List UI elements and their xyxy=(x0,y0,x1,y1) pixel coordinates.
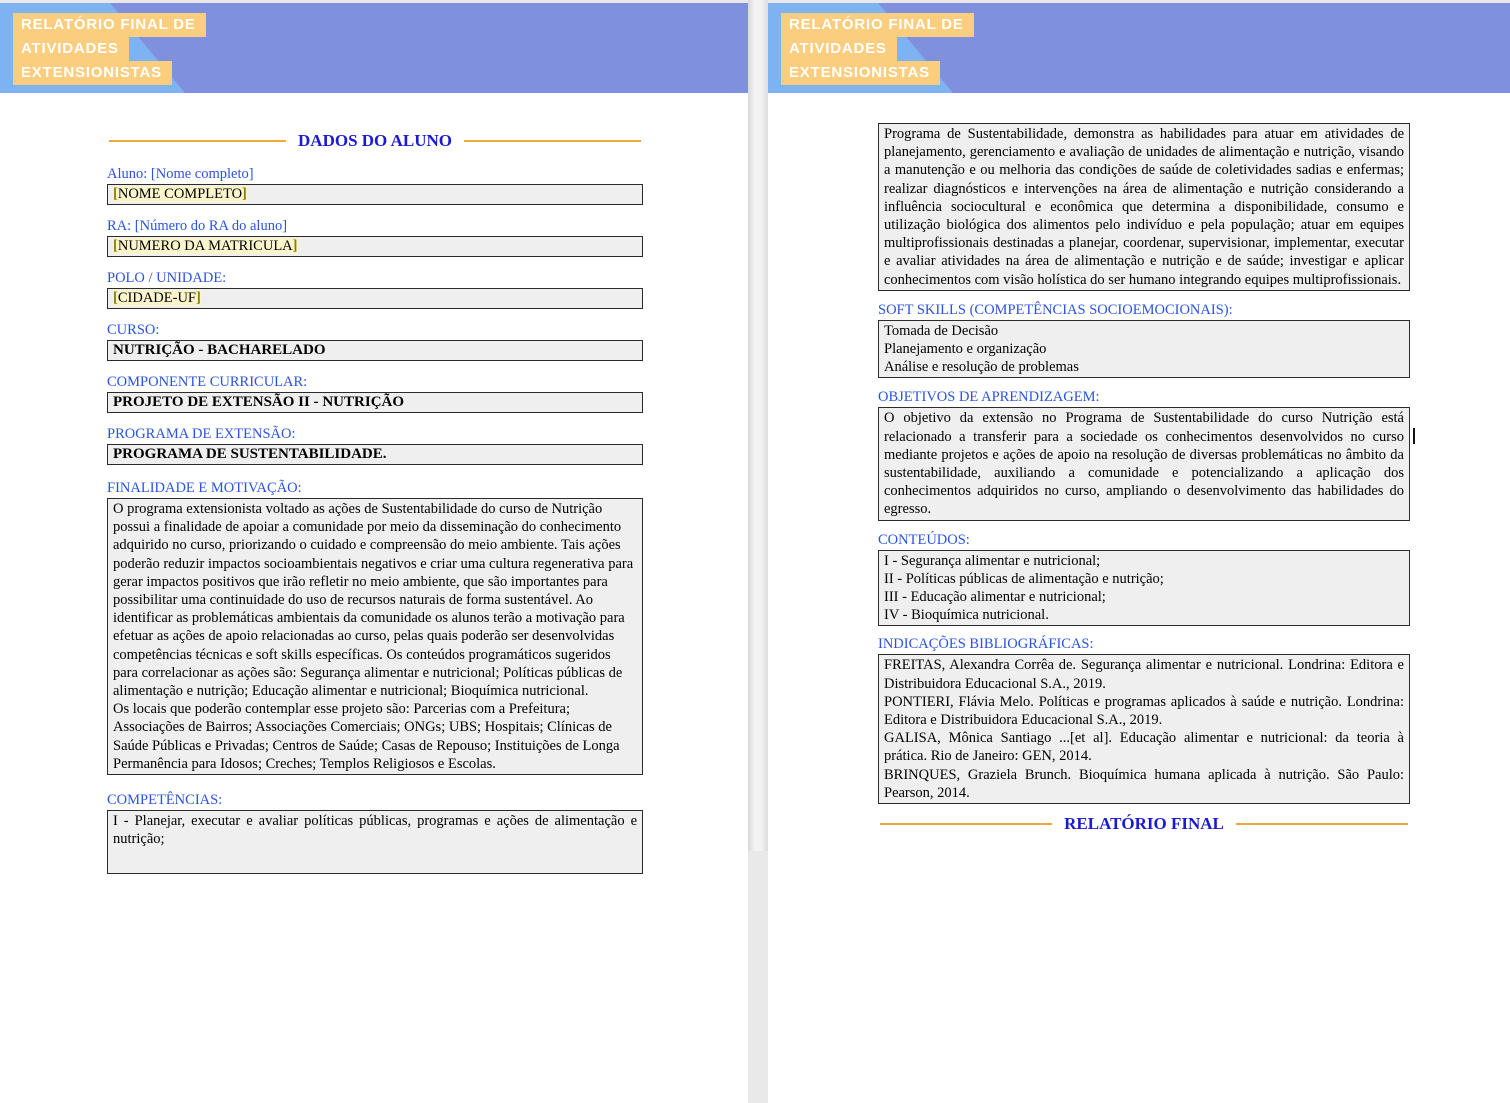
soft-skill-item: Planejamento e organização xyxy=(884,341,1047,358)
form-field-value-polo-unidade[interactable]: [ CIDADE-UF ] xyxy=(113,290,201,306)
finalidade-paragraph-1: O programa extensionista voltado as ações de Sustentabilidade do curso de Nutrição possui a finalidade de apoiar a comunidade por meio da disseminação do conhecimento adquirido no curso, priorizando o cuidado e compreensão do meio ambiente. Tais ações poderão reduzir impactos socioambientais negativos e criar uma cultura regenerativa para gerar impactos positivos que irão refletir no meio ambiente, que são importantes para possibilitar uma continuidade do uso de recursos naturais de forma sustentável. Ao identificar as problemáticas ambientais da comunidade os alunos terão a motivação para efetuar as ações de apoio relacionadas ao curso, pelas quais poderão ser desenvolvidas competências técnicas e soft skills específicas. Os conteúdos programáticos sugeridos para correlacionar as ações são: Segurança alimentar e nutricional; Políticas públicas de alimentação e nutrição; Educação alimentar e nutricional; Bioquímica nutricional. xyxy=(113,501,634,700)
field-box-programa-extensao[interactable]: PROGRAMA DE SUSTENTABILIDADE. xyxy=(107,444,643,465)
soft-skill-item: Análise e resolução de problemas xyxy=(884,359,1079,376)
text-cursor xyxy=(1413,428,1415,444)
conteudo-item: II - Políticas públicas de alimentação e nutrição; xyxy=(884,570,1164,587)
field-label-soft-skills: SOFT SKILLS (COMPETÊNCIAS SOCIOEMOCIONAIS): xyxy=(878,301,1233,318)
field-label-bibliografia: INDICAÇÕES BIBLIOGRÁFICAS: xyxy=(878,636,1094,653)
field-box-curso[interactable]: NUTRIÇÃO - BACHARELADO xyxy=(107,340,643,361)
field-box-polo-unidade[interactable] xyxy=(107,288,643,309)
banner-title-line: ATIVIDADES xyxy=(781,37,897,61)
field-box-ra[interactable] xyxy=(107,236,643,257)
field-label-conteudos: CONTEÚDOS: xyxy=(878,531,970,548)
heading-rule-left xyxy=(880,823,1052,825)
field-label-polo-unidade: POLO / UNIDADE: xyxy=(107,270,227,286)
field-label-aluno: Aluno: [Nome completo] xyxy=(107,166,254,182)
document-page-right xyxy=(768,3,1510,1103)
bibliography-entry: BRINQUES, Graziela Brunch. Bioquímica humana aplicada à nutrição. São Paulo: Pearson, 2014. xyxy=(884,766,1404,801)
field-box-competencias[interactable]: I - Planejar, executar e avaliar políticas públicas, programas e ações de alimentação e nutrição; xyxy=(107,810,643,874)
banner-title xyxy=(781,13,974,85)
report-banner xyxy=(768,3,1510,93)
conteudo-item: IV - Bioquímica nutricional. xyxy=(884,607,1049,624)
field-label-competencias: COMPETÊNCIAS: xyxy=(107,792,223,809)
field-box-bibliografia[interactable] xyxy=(878,654,1410,804)
field-box-soft-skills[interactable] xyxy=(878,320,1410,379)
field-label-componente-curricular: COMPONENTE CURRICULAR: xyxy=(107,374,308,390)
field-box-finalidade[interactable] xyxy=(107,498,643,775)
section-heading-relatorio-final xyxy=(878,814,1410,834)
banner-title-line: EXTENSIONISTAS xyxy=(13,61,172,85)
bibliography-entry: GALISA, Mônica Santiago ...[et al]. Educação alimentar e nutricional: da teoria à prática. Rio de Janeiro: GEN, 2014. xyxy=(884,730,1404,765)
form-field-value-aluno[interactable]: [ NOME COMPLETO ] xyxy=(113,186,247,202)
heading-rule-left xyxy=(109,140,286,142)
section-heading-dados-do-aluno xyxy=(107,131,643,151)
heading-rule-right xyxy=(464,140,641,142)
soft-skill-item: Tomada de Decisão xyxy=(884,322,999,339)
field-label-programa-extensao: PROGRAMA DE EXTENSÃO: xyxy=(107,426,296,442)
conteudo-item: I - Segurança alimentar e nutricional; xyxy=(884,552,1101,569)
banner-title-line: RELATÓRIO FINAL DE xyxy=(781,13,974,37)
field-label-objetivos: OBJETIVOS DE APRENDIZAGEM: xyxy=(878,389,1100,406)
banner-title xyxy=(13,13,206,85)
banner-title-line: ATIVIDADES xyxy=(13,37,129,61)
section-heading-text: DADOS DO ALUNO xyxy=(298,131,452,150)
report-banner xyxy=(0,3,748,93)
finalidade-paragraph-2: Os locais que poderão contemplar esse projeto são: Parcerias com a Prefeitura; Associações de Bairros; Associações Comerciais; ONGs; UBS; Hospitais; Clínicas de Saúde Públicas e Privadas; Centros de Saúde; Casas de Repouso; Instituições de Longa Permanência para Idosos; Creches; Templos Religiosos e Escolas. xyxy=(113,701,620,772)
form-field-value-ra[interactable]: [ NUMERO DA MATRICULA ] xyxy=(113,238,298,254)
field-box-objetivos[interactable]: O objetivo da extensão no Programa de Sustentabilidade do curso Nutrição está relacionado a transferir para a sociedade os conhecimentos desenvolvidos no curso mediante projetos e ações de apoio na resolução de diversas problemáticas no âmbito da sustentabilidade, auxiliando a comunidade e potencializando a aplicação dos conhecimentos adquiridos no curso, ampliando o desenvolvimento das habilidades do egresso. xyxy=(878,407,1410,520)
heading-rule-right xyxy=(1236,823,1408,825)
field-label-curso: CURSO: xyxy=(107,322,160,338)
field-box-competencias-continuation[interactable]: Programa de Sustentabilidade, demonstra as habilidades para atuar em atividades de planejamento, gerenciamento e avaliação de unidades de alimentação e nutrição, visando a manutenção e ou melhoria das condições de saúde de coletividades sadias e enfermas; realizar diagnósticos e intervenções na área de alimentação e nutrição considerando a influência sociocultural e econômica que determina a disponibilidade, consumo e utilização biológica dos alimentos pelo indivíduo e pela população; atuar em equipes multiprofissionais destinadas a planejar, coordenar, supervisionar, implementar, executar e avaliar atividades na área de alimentação e nutrição e de saúde; investigar e aplicar conhecimentos com visão holística do ser humano integrando equipes multiprofissionais. xyxy=(878,123,1410,291)
document-page-left xyxy=(0,3,748,1103)
field-box-conteudos[interactable] xyxy=(878,550,1410,627)
banner-title-line: RELATÓRIO FINAL DE xyxy=(13,13,206,37)
field-label-finalidade: FINALIDADE E MOTIVAÇÃO: xyxy=(107,480,302,496)
section-heading-text: RELATÓRIO FINAL xyxy=(1064,814,1224,834)
page-gap xyxy=(748,0,768,851)
bibliography-entry: FREITAS, Alexandra Corrêa de. Segurança alimentar e nutricional. Londrina: Editora e Distribuidora Educacional S.A., 2019. xyxy=(884,657,1404,692)
banner-title-line: EXTENSIONISTAS xyxy=(781,61,940,85)
field-box-aluno[interactable] xyxy=(107,184,643,205)
conteudo-item: III - Educação alimentar e nutricional; xyxy=(884,589,1106,606)
bibliography-entry: PONTIERI, Flávia Melo. Políticas e programas aplicados à saúde e nutrição. Londrina: Editora e Distribuidora Educacional S.A., 2019. xyxy=(884,693,1404,729)
field-box-componente-curricular[interactable]: PROJETO DE EXTENSÃO II - NUTRIÇÃO xyxy=(107,392,643,413)
field-label-ra: RA: [Número do RA do aluno] xyxy=(107,218,288,234)
